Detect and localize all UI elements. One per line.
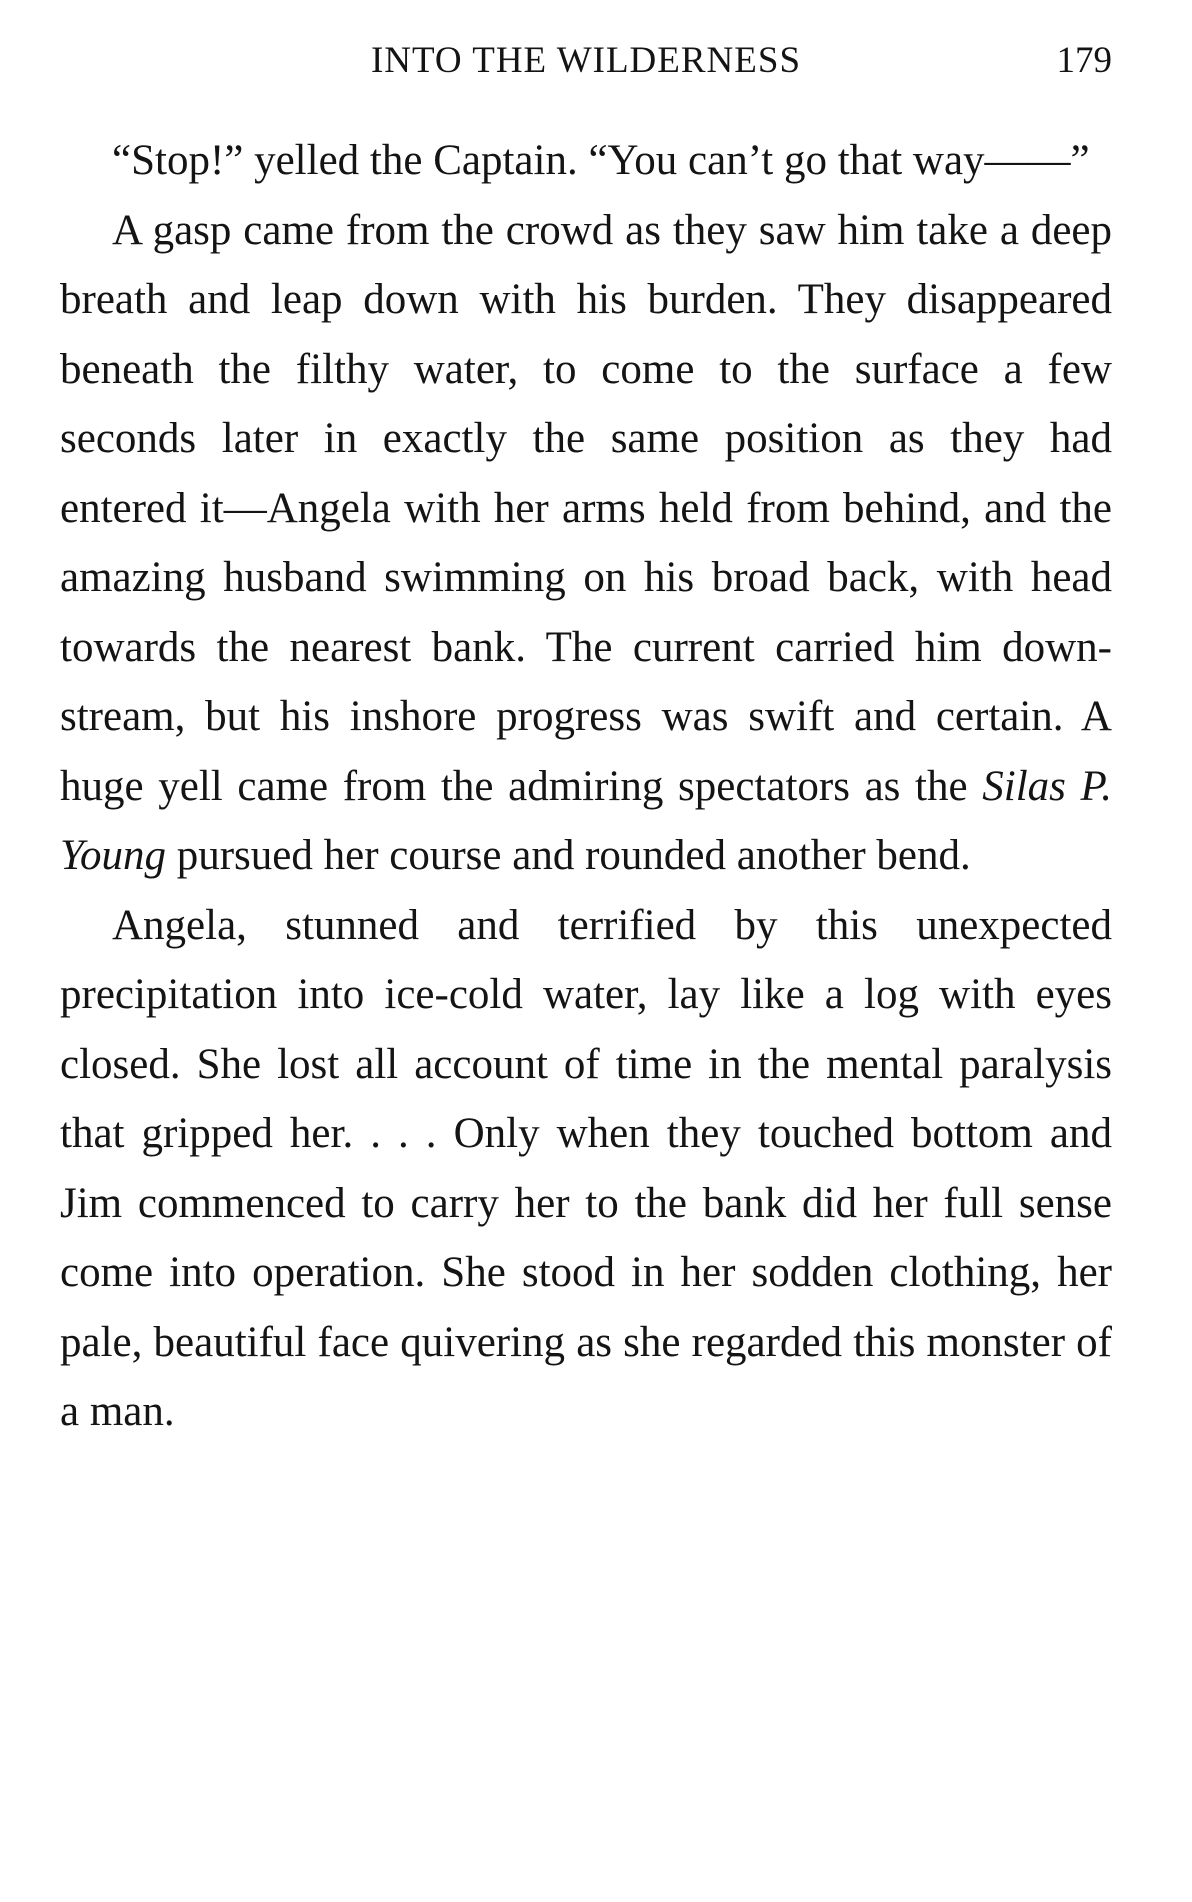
running-head — [60, 36, 1112, 86]
paragraph-2-text-before: A gasp came from the crowd as they saw him take a deep breath and leap down with his burden. They disappeared beneath the filthy water, to come to the surface a few seconds later in exactly the same position as they had entered it—Angela with her arms held from behind, and the amazing husband swimming on his broad back, with head towards the nearest bank. The current carried him down-stream, but his inshore progress was swift and certain. A huge yell came from the admiring spectators as the — [60, 206, 1112, 810]
ship-name-italic: Silas P. Young — [60, 762, 1112, 879]
paragraph-2-text-after: pursued her course and rounded another bend. — [165, 832, 971, 879]
body-text — [60, 126, 1112, 1447]
running-title: INTO THE WILDERNESS — [370, 40, 802, 81]
paragraph-2 — [60, 196, 1112, 891]
page-number: 179 — [1056, 40, 1112, 81]
paragraph-1: “Stop!” yelled the Captain. “You can’t go that way——” — [112, 137, 1090, 184]
paragraph-3: Angela, stunned and terrified by this unexpected precipitation into ice-cold water, lay like a log with eyes closed. She lost all account of time in the mental paralysis that gripped her. . . . Only when they touched bottom and Jim commenced to carry her to the bank did her full sense come into operation. She stood in her sodden clothing, her pale, beautiful face quivering as she regarded this monster of a man. — [60, 901, 1112, 1435]
